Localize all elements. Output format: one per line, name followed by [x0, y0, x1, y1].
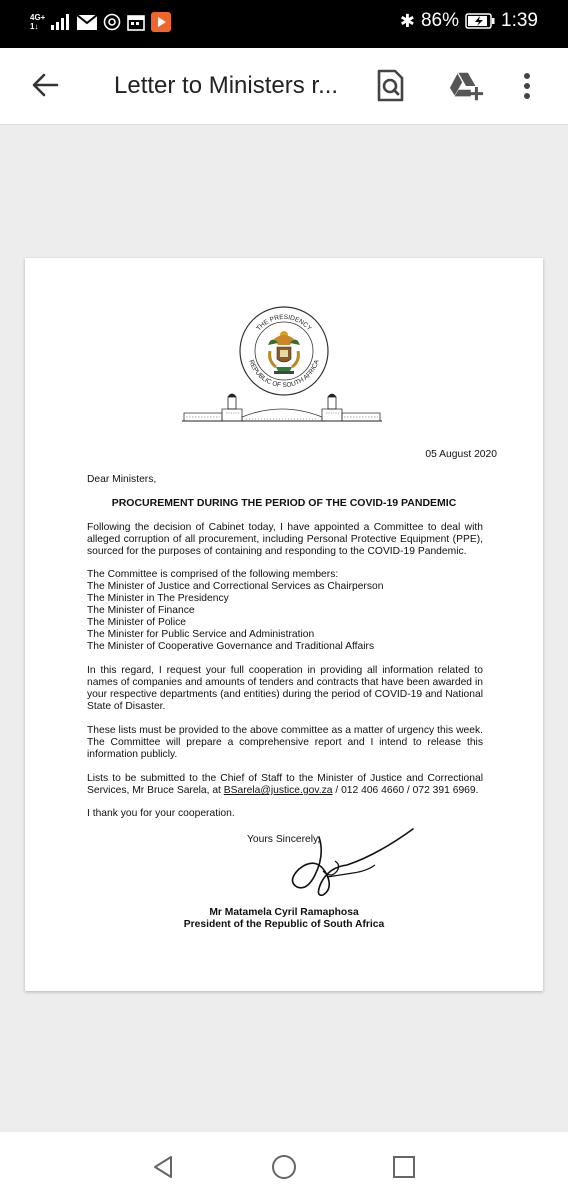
play-app-icon — [151, 12, 171, 32]
mail-icon — [77, 15, 97, 30]
letter-date: 05 August 2020 — [425, 449, 497, 460]
document-page[interactable] — [25, 258, 543, 991]
back-arrow-icon — [31, 73, 59, 97]
find-in-document-button[interactable] — [372, 68, 408, 104]
signal-icon — [51, 14, 71, 30]
member-item: The Minister of Justice and Correctional Services as Chairperson — [87, 581, 384, 592]
signatory-name: Mr Matamela Cyril Ramaphosa — [209, 907, 359, 918]
letter-paragraph-1: Following the decision of Cabinet today, I have appointed a Committee to deal with alleged corruption of all procurement, including Personal Protective Equipment (PPE), sourced for the purposes of containing and responding to the COVID-19 Pandemic. — [87, 522, 483, 557]
letter-closing: Yours Sincerely, — [247, 834, 321, 845]
more-options-button[interactable] — [517, 68, 537, 104]
letter-heading: PROCUREMENT DURING THE PERIOD OF THE COVID-19 PANDEMIC — [111, 497, 457, 509]
member-item: The Minister of Police — [87, 617, 187, 628]
back-button[interactable] — [28, 68, 62, 102]
nav-back-button[interactable] — [148, 1152, 178, 1182]
letter-paragraph-5 — [87, 773, 483, 797]
para5-text-a: Lists to be submitted to the Chief of Staff to the Minister of Justice and Correctional Services, Mr Bruce Sarela, at — [87, 773, 483, 796]
back-triangle-icon — [151, 1154, 175, 1180]
nav-recents-button[interactable] — [389, 1152, 419, 1182]
member-item: The Minister of Cooperative Governance and Traditional Affairs — [87, 641, 375, 652]
recents-square-icon — [392, 1155, 416, 1179]
handwritten-signature — [257, 825, 417, 905]
network-sub-label: 1↓ — [30, 22, 39, 31]
battery-percent: 86% — [420, 10, 460, 31]
committee-members-block — [87, 569, 483, 653]
presidency-emblem — [238, 305, 330, 397]
calendar-icon — [127, 13, 145, 31]
bluetooth-icon: ✱ — [399, 10, 415, 31]
member-item: The Minister in The Presidency — [87, 593, 229, 604]
more-vertical-icon — [523, 72, 531, 100]
members-intro: The Committee is comprised of the following members: — [87, 569, 339, 580]
union-buildings-illustration — [182, 391, 382, 423]
email-link[interactable]: BSarela@justice.gov.za — [223, 785, 333, 796]
status-right — [400, 10, 538, 32]
document-search-icon — [375, 69, 405, 103]
emblem-top-text: THE PRESIDENCY — [255, 313, 313, 333]
add-to-drive-button[interactable] — [448, 68, 484, 104]
letter-paragraph-4: These lists must be provided to the above committee as a matter of urgency this week. The Committee will prepare a comprehensive report and I intend to release this information publicly. — [87, 725, 483, 760]
letter-paragraph-6: I thank you for your cooperation. — [87, 808, 235, 819]
home-circle-icon — [270, 1153, 298, 1181]
document-title: Letter to Ministers r... — [114, 72, 339, 99]
status-bar — [0, 0, 568, 48]
clock: 1:39 — [501, 10, 538, 31]
nav-home-button[interactable] — [269, 1152, 299, 1182]
member-item: The Minister of Finance — [87, 605, 195, 616]
signatory-title: President of the Republic of South Africa — [183, 919, 385, 930]
network-type — [30, 13, 45, 31]
letter-salutation: Dear Ministers, — [87, 474, 157, 485]
at-sign-icon — [103, 13, 121, 31]
status-left — [30, 12, 171, 32]
network-label: 4G+ — [30, 13, 46, 22]
battery-icon — [465, 13, 495, 29]
member-item: The Minister for Public Service and Administration — [87, 629, 315, 640]
emblem-bottom-text: REPUBLIC OF SOUTH AFRICA — [247, 359, 321, 390]
navigation-bar — [0, 1132, 568, 1200]
para5-text-b: / 012 406 4660 / 072 391 6969. — [332, 785, 479, 796]
add-to-drive-icon — [448, 69, 484, 103]
app-bar — [0, 48, 568, 125]
letter-paragraph-3: In this regard, I request your full cooperation in providing all information related to names of companies and amounts of tenders and contracts that have been awarded in your respective departments (and entities) during the period of COVID-19 and National State of Disaster. — [87, 665, 483, 712]
